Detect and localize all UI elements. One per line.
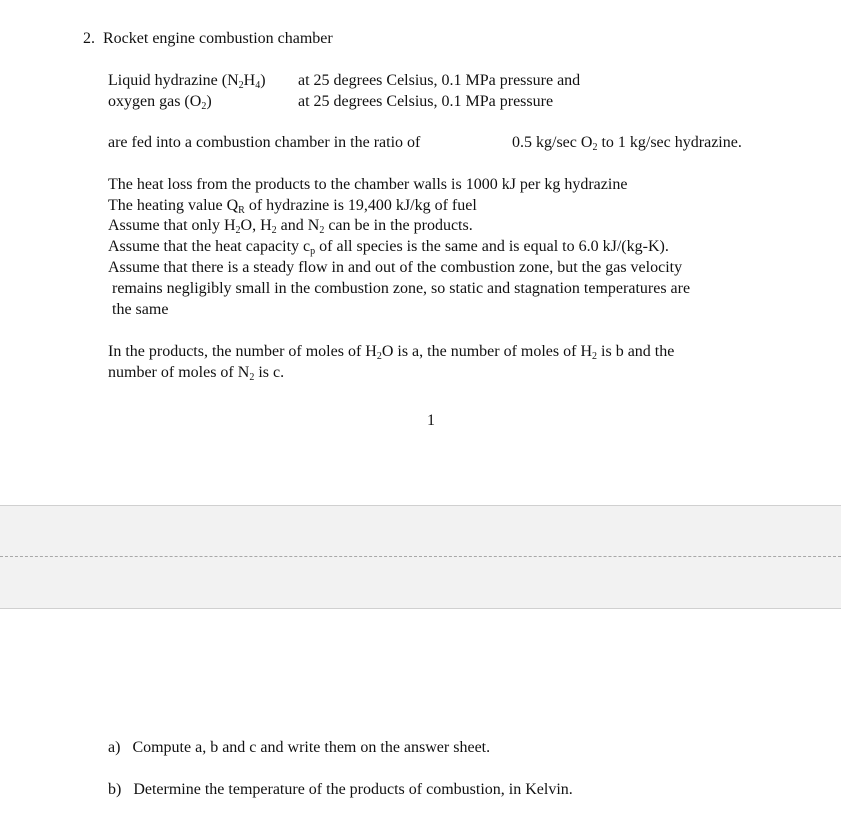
flow-assumption-line-1: Assume that there is a steady flow in and out of the combustion zone, but the gas velocity bbox=[108, 259, 683, 276]
moles-line-1: In the products, the number of moles of $H_2O$ is a, the number of moles of $H_2$ is b and the bbox=[108, 343, 675, 362]
moles-line-2: number of moles of $N_2$ is c. bbox=[108, 364, 285, 383]
products-assumption: Assume that only $H_2O$, $H_2$ and $N_2$ can be in the products. bbox=[108, 217, 473, 236]
question-b-label: b) bbox=[108, 781, 122, 798]
page-number: 1 bbox=[427, 412, 435, 429]
question-a-label: a) bbox=[108, 739, 121, 756]
problem-title: Rocket engine combustion chamber bbox=[103, 30, 333, 47]
page-break bbox=[0, 505, 841, 609]
fuel-conditions: at 25 degrees Celsius, 0.1 MPa pressure and bbox=[298, 72, 581, 89]
heat-capacity-assumption: Assume that the heat capacity $c_p$ of all species is the same and is equal to 6.0 kJ/(kg-K). bbox=[108, 238, 669, 257]
flow-assumption-line-3: the same bbox=[112, 301, 169, 318]
heating-value-text: The heating value $Q_R$ of hydrazine is 19,400 kJ/kg of fuel bbox=[108, 197, 477, 216]
ratio-value: 0.5 kg/sec $O_2$ to 1 kg/sec hydrazine. bbox=[512, 134, 742, 153]
flow-assumption-line-2: remains negligibly small in the combustion zone, so static and stagnation temperatures are bbox=[112, 280, 691, 297]
problem-number: 2. bbox=[83, 30, 95, 47]
oxidizer-conditions: at 25 degrees Celsius, 0.1 MPa pressure bbox=[298, 93, 554, 110]
ratio-lead: are fed into a combustion chamber in the ratio of bbox=[108, 134, 421, 151]
question-b-text: Determine the temperature of the products of combustion, in Kelvin. bbox=[133, 781, 573, 798]
question-b bbox=[108, 780, 573, 800]
question-a bbox=[108, 738, 490, 758]
question-a-text: Compute a, b and c and write them on the answer sheet. bbox=[132, 739, 491, 756]
fuel-label: Liquid hydrazine $(N_2H_4)$ bbox=[108, 72, 266, 91]
problem-heading bbox=[83, 29, 333, 49]
heat-loss-text: The heat loss from the products to the chamber walls is 1000 kJ per kg hydrazine bbox=[108, 176, 628, 193]
page-break-divider bbox=[0, 556, 841, 557]
oxidizer-label: oxygen gas $(O_2)$ bbox=[108, 93, 212, 112]
